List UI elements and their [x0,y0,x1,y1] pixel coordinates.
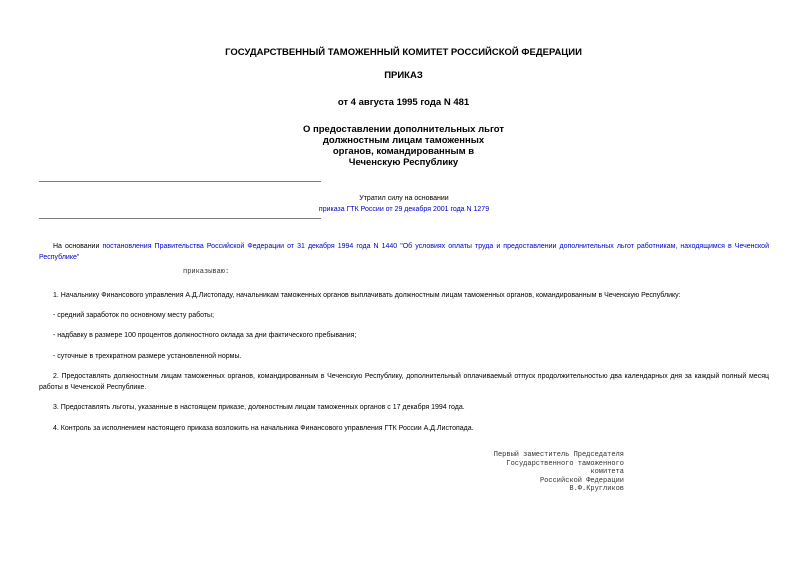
status-note-link[interactable]: приказа ГТК России от 29 декабря 2001 года N 1279 [318,206,490,213]
item-1-bullet: - суточные в трехкратном размере установленной нормы. [53,353,242,360]
signature-line: В.Ф.Кругликов [569,485,624,493]
subject-line: должностным лицам таможенных [322,135,485,146]
signature-block [460,451,624,494]
organization-title: ГОСУДАРСТВЕННЫЙ ТАМОЖЕННЫЙ КОМИТЕТ РОССИЙСКОЙ ФЕДЕРАЦИИ [225,47,582,58]
order-word: приказываю: [183,268,230,276]
subject-line: органов, командированным в [332,146,475,157]
status-note-text: Утратил силу на основании [359,195,449,202]
subject-line: Чеченскую Республику [348,157,459,168]
item-2: 2. Предоставлять должностным лицам таможенных органов, командированным в Чеченскую Республику, дополнительный оплачиваемый отпуск продолжительностью два календарных дня за каждый полный месяц работы в Чеченской Республике. [39,373,769,391]
bottom-divider [39,218,321,219]
item-1-bullet: - средний заработок по основному месту работы; [53,312,215,319]
basis-resolution-link[interactable]: постановления Правительства Российской Федерации от 31 декабря 1994 года N 1440 "Об условиях оплаты труда и предоставлении дополнительных льгот работникам, находящимся в Чеченской Республике" [39,243,769,261]
item-1-bullet: - надбавку в размере 100 процентов должностного оклада за дни фактического пребывания; [53,332,357,339]
document-subject [0,124,807,168]
subject-line: О предоставлении дополнительных льгот [302,124,504,135]
basis-paragraph [39,241,769,263]
item-4: 4. Контроль за исполнением настоящего приказа возложить на начальника Финансового управления ГТК России А.Д.Листопада. [53,425,474,432]
item-1: 1. Начальнику Финансового управления А.Д.Листопаду, начальникам таможенных органов выплачивать должностным лицам таможенных органов, командированным в Чеченскую Республику: [53,292,681,299]
signature-line: Российской Федерации [539,476,624,485]
document-date-number: от 4 августа 1995 года N 481 [337,97,470,108]
signature-line: комитета [590,468,624,476]
top-divider [39,181,321,182]
basis-prefix: На основании [53,243,103,250]
signature-line: Государственного таможенного [506,459,624,468]
document-type: ПРИКАЗ [384,70,423,81]
signature-line: Первый заместитель Председателя [493,451,624,459]
item-3: 3. Предоставлять льготы, указанные в настоящем приказе, должностным лицам таможенных органов с 17 декабря 1994 года. [53,404,465,411]
